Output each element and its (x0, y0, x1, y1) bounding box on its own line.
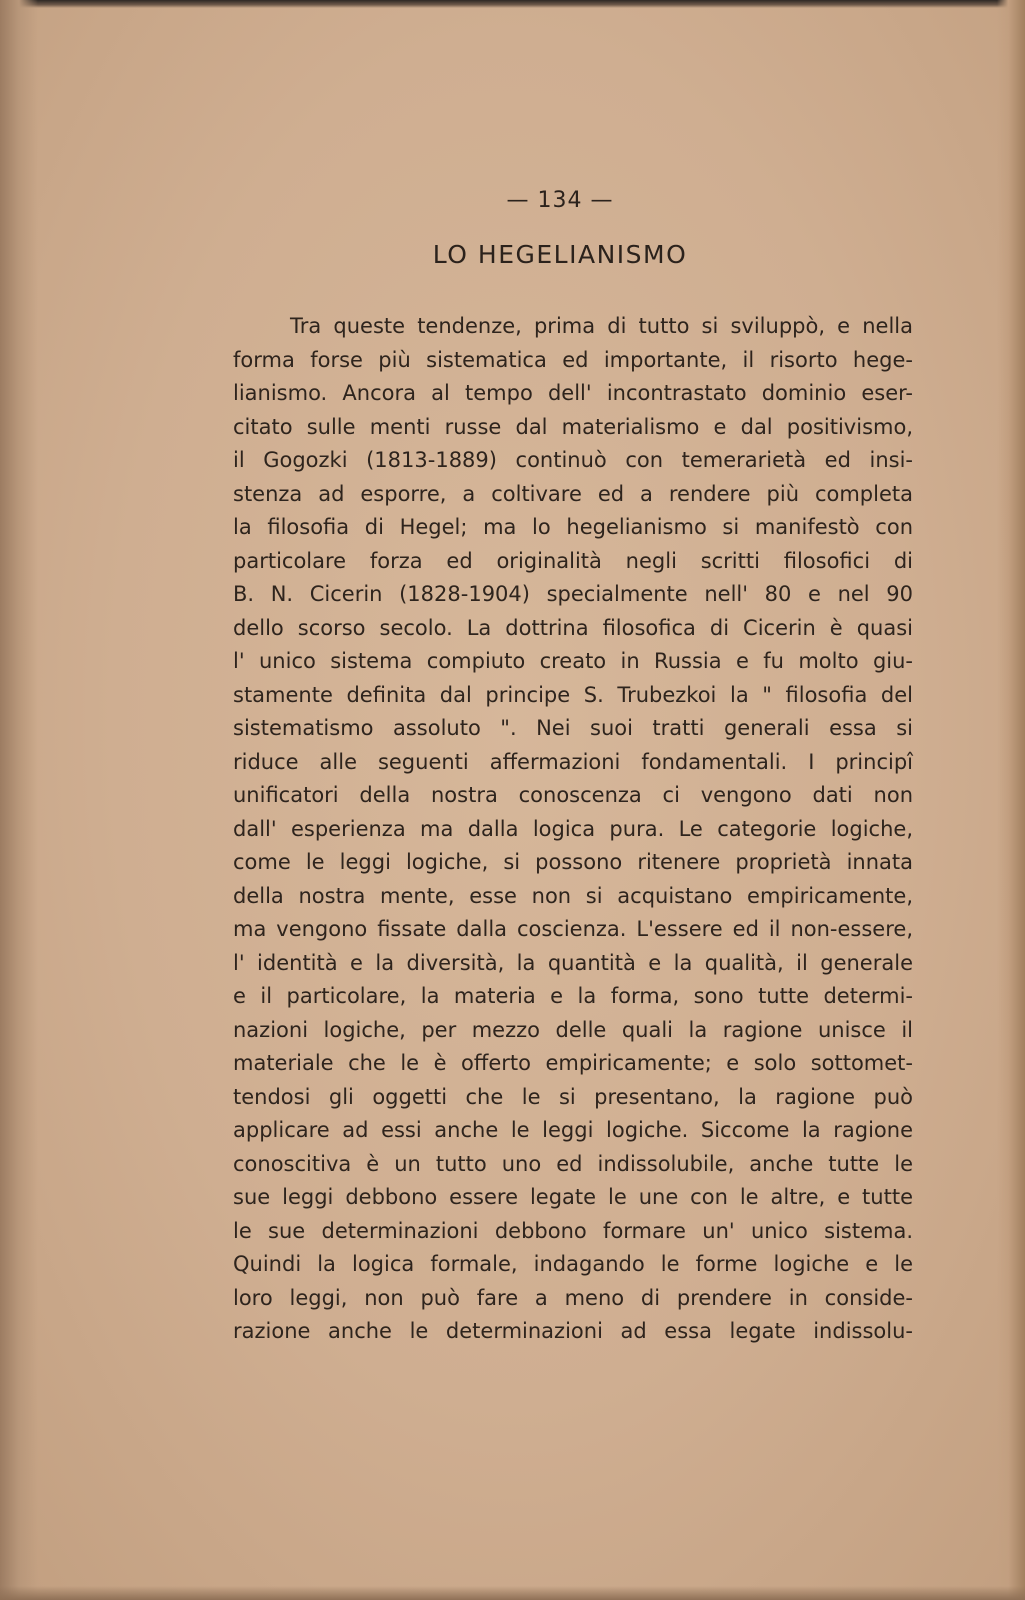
text-line: particolare forza ed originalità negli scritti filosofici di (233, 548, 913, 573)
text-line: il Gogozki (1813-1889) continuò con temerarietà ed insi- (233, 448, 913, 472)
text-line: come le leggi logiche, si possono ritenere proprietà innata (233, 850, 913, 874)
body-paragraph (233, 310, 913, 1349)
text-line: stenza ad esporre, a coltivare ed a rendere più completa (233, 481, 913, 506)
text-line: materiale che le è offerto empiricamente; e solo sottomet- (233, 1051, 913, 1075)
text-line: le sue determinazioni debbono formare un' unico sistema. (233, 1218, 913, 1243)
text-line: Tra queste tendenze, prima di tutto si sviluppò, e nella (290, 314, 913, 338)
text-line: sistematismo assoluto ". Nei suoi tratti generali essa si (233, 716, 913, 740)
text-line: B. N. Cicerin (1828-1904) specialmente nell' 80 e nel 90 (233, 582, 913, 606)
text-line: ma vengono fissate dalla coscienza. L'essere ed il non-essere, (233, 917, 913, 941)
text-line: loro leggi, non può fare a meno di prendere in conside- (233, 1285, 913, 1310)
text-line: tendosi gli oggetti che le si presentano, la ragione può (233, 1084, 913, 1109)
text-line: razione anche le determinazioni ad essa legate indissolu- (233, 1319, 913, 1343)
text-line: lianismo. Ancora al tempo dell' incontrastato dominio eser- (233, 381, 913, 405)
text-line: stamente definita dal principe S. Trubezkoi la " filosofia del (233, 682, 913, 707)
text-line: e il particolare, la materia e la forma, sono tutte determi- (233, 984, 913, 1008)
text-line: della nostra mente, esse non si acquistano empiricamente, (233, 883, 913, 908)
page-bottom-edge (0, 1586, 1025, 1600)
text-line: la filosofia di Hegel; ma lo hegelianismo si manifestò con (233, 515, 913, 539)
text-line: Quindi la logica formale, indagando le forme logiche e le (233, 1252, 913, 1276)
text-line: unificatori della nostra conoscenza ci vengono dati non (233, 783, 913, 807)
text-line: forma forse più sistematica ed importante, il risorto hege- (233, 347, 913, 372)
page-top-edge (0, 0, 1025, 8)
text-line: riduce alle seguenti affermazioni fondamentali. I principî (233, 749, 913, 774)
text-line: citato sulle menti russe dal materialismo e dal positivismo, (233, 414, 913, 439)
chapter-title: LO HEGELIANISMO (432, 240, 688, 269)
text-line: applicare ad essi anche le leggi logiche. Siccome la ragione (233, 1118, 913, 1142)
text-line: dello scorso secolo. La dottrina filosofica di Cicerin è quasi (233, 615, 913, 640)
text-line: conoscitiva è un tutto uno ed indissolubile, anche tutte le (233, 1151, 913, 1176)
text-line: sue leggi debbono essere legate le une con le altre, e tutte (233, 1185, 913, 1209)
text-line: l' unico sistema compiuto creato in Russia e fu molto giu- (233, 649, 913, 673)
text-line: l' identità e la diversità, la quantità e la qualità, il generale (233, 950, 913, 975)
text-line: nazioni logiche, per mezzo delle quali la ragione unisce il (233, 1017, 913, 1042)
text-line: dall' esperienza ma dalla logica pura. Le categorie logiche, (233, 816, 913, 841)
page-number: — 134 — (506, 188, 614, 213)
